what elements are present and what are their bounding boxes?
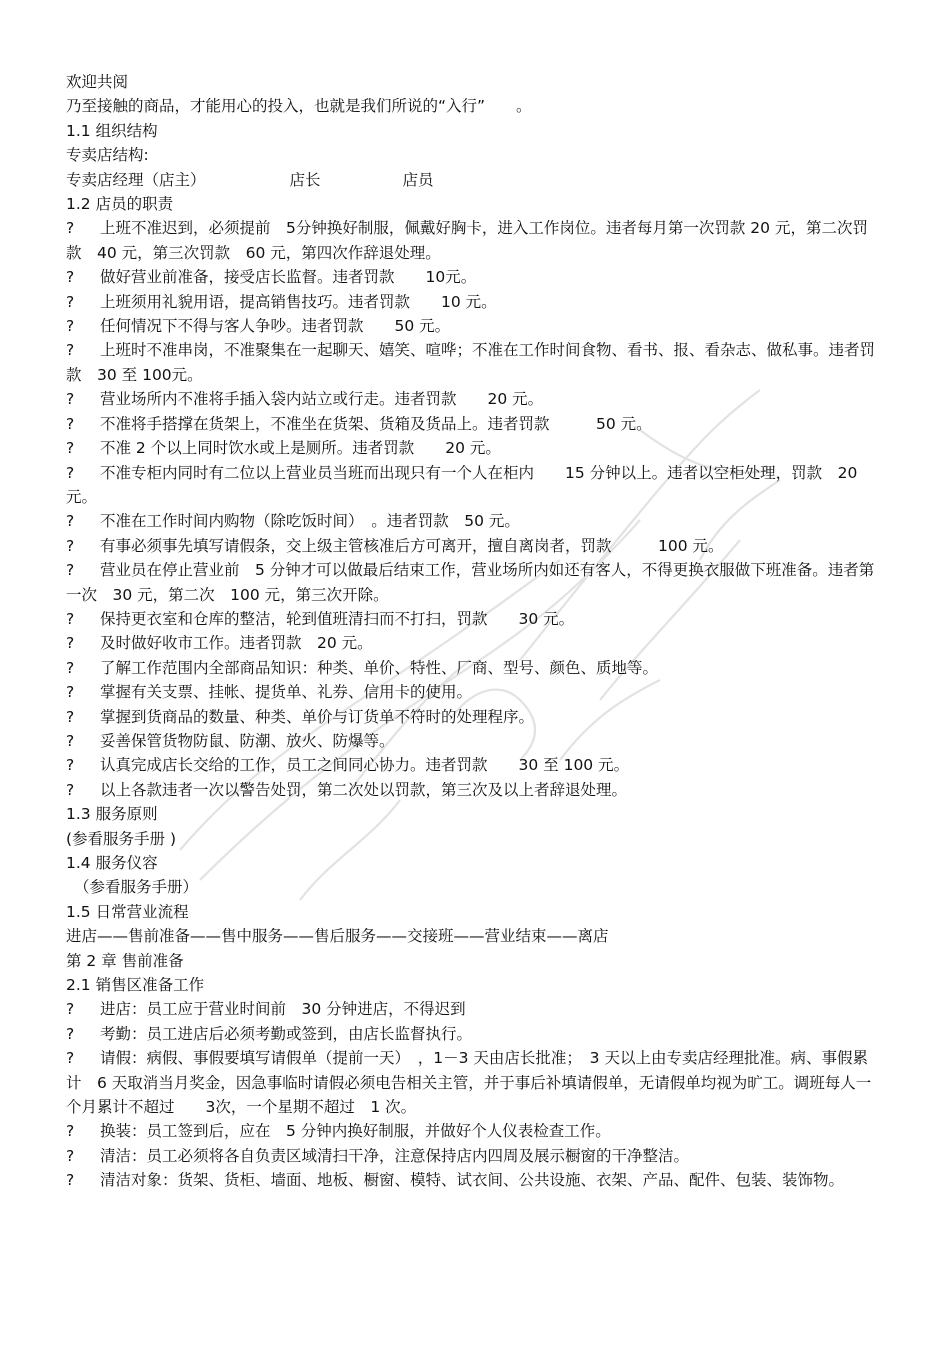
list-item-text: 清洁对象：货架、货柜、墙面、地板、橱窗、模特、试衣间、公共设施、衣架、产品、配件、包装、装饰物。	[100, 1171, 845, 1190]
list-item-text: 营业员在停止营业前 5 分钟才可以做最后结束工作，营业场所内如还有客人，不得更换衣服做下班准备。违者第一次 30 元，第二次 100 元，第三次开除。	[66, 561, 875, 604]
section-1-3-heading: 1.3 服务原则	[66, 805, 158, 824]
list-item	[66, 753, 876, 777]
section-1-4-ref: （参看服务手册）	[74, 878, 199, 897]
bullet-marker: ?	[66, 707, 75, 726]
list-item	[66, 314, 876, 338]
list-item-text: 清洁：员工必须将各自负责区域清扫干净，注意保持店内四周及展示橱窗的干净整洁。	[100, 1146, 690, 1165]
list-item	[66, 436, 876, 460]
bullet-marker: ?	[66, 609, 75, 628]
list-item	[66, 1022, 876, 1046]
structure-roles	[66, 168, 876, 192]
list-item	[66, 729, 876, 753]
bullet-marker: ?	[66, 1024, 75, 1043]
list-item-text: 进店：员工应于营业时间前 30 分钟进店，不得迟到	[100, 1000, 466, 1019]
list-item	[66, 1046, 876, 1119]
list-item	[66, 1119, 876, 1143]
list-item-text: 营业场所内不准将手插入袋内站立或行走。违者罚款 20 元。	[100, 390, 544, 409]
list-item-text: 不准在工作时间内购物（除吃饭时间） 。违者罚款 50 元。	[100, 512, 520, 531]
section-1-5-heading: 1.5 日常营业流程	[66, 902, 189, 921]
bullet-marker: ?	[66, 1171, 75, 1190]
list-item-text: 保持更衣室和仓库的整洁，轮到值班清扫而不打扫，罚款 30 元。	[100, 609, 575, 628]
list-item-text: 认真完成店长交给的工作，员工之间同心协力。违者罚款 30 至 100 元。	[100, 756, 630, 775]
list-item-text: 上班时不准串岗，不准聚集在一起聊天、嬉笑、喧哗；不准在工作时间食物、看书、报、看杂志、做私事。违者罚款 30 至 100元。	[66, 341, 876, 384]
list-item	[66, 509, 876, 533]
bullet-marker: ?	[66, 658, 75, 677]
list-item-text: 有事必须事先填写请假条，交上级主管核准后方可离开，擅自离岗者，罚款 100 元。	[100, 536, 724, 555]
list-item-text: 上班不准迟到，必须提前 5分钟换好制服，佩戴好胸卡，进入工作岗位。违者每月第一次罚款 20 元，第二次罚款 40 元，第三次罚款 60 元，第四次作辞退处理。	[66, 219, 868, 262]
bullet-marker: ?	[66, 317, 75, 336]
list-item-text: 任何情况下不得与客人争吵。违者罚款 50 元。	[100, 317, 451, 336]
intro-text: 乃至接触的商品，才能用心的投入，也就是我们所说的“入行” 。	[66, 97, 532, 116]
list-item-text: 不准 2 个以上同时饮水或上是厕所。违者罚款 20 元。	[100, 439, 501, 458]
list-item	[66, 607, 876, 631]
section-1-3-ref: (参看服务手册 )	[66, 829, 177, 848]
list-item	[66, 387, 876, 411]
list-item-text: 不准专柜内同时有二位以上营业员当班而出现只有一个人在柜内 15 分钟以上。违者以空柜处理，罚款 20元。	[66, 463, 858, 506]
list-item	[66, 338, 876, 387]
bullet-marker: ?	[66, 341, 75, 360]
list-item	[66, 1144, 876, 1168]
list-item-text: 做好营业前准备，接受店长监督。违者罚款 10元。	[100, 268, 477, 287]
bullet-marker: ?	[66, 219, 75, 238]
bullet-marker: ?	[66, 268, 75, 287]
list-item	[66, 656, 876, 680]
bullet-marker: ?	[66, 1000, 75, 1019]
bullet-marker: ?	[66, 634, 75, 653]
role-clerk: 店员	[402, 170, 434, 189]
list-item	[66, 461, 876, 510]
list-item-text: 不准将手搭撑在货架上，不准坐在货架、货箱及货品上。违者罚款 50 元。	[100, 414, 652, 433]
list-item	[66, 534, 876, 558]
list-item-text: 掌握有关支票、挂帐、提货单、礼券、信用卡的使用。	[100, 683, 473, 702]
bullet-marker: ?	[66, 683, 75, 702]
section-1-1-heading: 1.1 组织结构	[66, 121, 158, 140]
section-1-2-heading: 1.2 店员的职责	[66, 195, 174, 214]
list-item	[66, 778, 876, 802]
section-2-1-heading: 2.1 销售区准备工作	[66, 976, 205, 995]
list-item	[66, 1168, 876, 1192]
list-item	[66, 997, 876, 1021]
list-item	[66, 412, 876, 436]
daily-flow: 进店——售前准备——售中服务——售后服务——交接班——营业结束——离店	[66, 927, 609, 946]
bullet-marker: ?	[66, 512, 75, 531]
section-1-4-heading: 1.4 服务仪容	[66, 854, 158, 872]
list-item-text: 请假：病假、事假要填写请假单（提前一天） ，1－3 天由店长批准； 3 天以上由专卖店经理批准。病、事假累计 6 天取消当月奖金，因急事临时请假必须电告相关主管，并于事后补填请假单，无请假单均视为旷工。调班每人一个月累计不超过 3次，一个星期不超过 1 次。	[66, 1049, 872, 1117]
list-item	[66, 216, 876, 265]
chapter-2-heading: 第 2 章 售前准备	[66, 951, 184, 970]
bullet-marker: ?	[66, 780, 75, 799]
bullet-marker: ?	[66, 463, 75, 482]
bullet-marker: ?	[66, 1122, 75, 1141]
bullet-marker: ?	[66, 731, 75, 750]
list-item-text: 妥善保管货物防鼠、防潮、放火、防爆等。	[100, 731, 395, 750]
header-text: 欢迎共阅	[66, 73, 129, 91]
structure-label: 专卖店结构:	[66, 146, 149, 165]
bullet-marker: ?	[66, 756, 75, 775]
list-item	[66, 290, 876, 314]
list-item	[66, 680, 876, 704]
bullet-marker: ?	[66, 414, 75, 433]
bullet-marker: ?	[66, 1146, 75, 1165]
list-item-text: 了解工作范围内全部商品知识：种类、单价、特性、厂商、型号、颜色、质地等。	[100, 658, 659, 677]
list-item-text: 上班须用礼貌用语，提高销售技巧。违者罚款 10 元。	[100, 292, 497, 311]
prep-list	[66, 997, 876, 1192]
list-item-text: 以上各款违者一次以警告处罚，第二次处以罚款，第三次及以上者辞退处理。	[100, 780, 628, 799]
role-store-manager: 专卖店经理（店主）	[66, 170, 206, 189]
role-shop-leader: 店长	[289, 170, 321, 189]
bullet-marker: ?	[66, 561, 75, 580]
duty-list	[66, 216, 876, 802]
document-body	[66, 70, 876, 1193]
bullet-marker: ?	[66, 390, 75, 409]
list-item	[66, 705, 876, 729]
bullet-marker: ?	[66, 1049, 75, 1068]
list-item-text: 及时做好收市工作。违者罚款 20 元。	[100, 634, 373, 653]
list-item	[66, 631, 876, 655]
list-item	[66, 558, 876, 607]
list-item	[66, 265, 876, 289]
list-item-text: 换装：员工签到后，应在 5 分钟内换好制服，并做好个人仪表检查工作。	[100, 1122, 611, 1141]
bullet-marker: ?	[66, 439, 75, 458]
list-item-text: 考勤：员工进店后必须考勤或签到，由店长监督执行。	[100, 1024, 473, 1043]
list-item-text: 掌握到货商品的数量、种类、单价与订货单不符时的处理程序。	[100, 707, 535, 726]
bullet-marker: ?	[66, 292, 75, 311]
bullet-marker: ?	[66, 536, 75, 555]
